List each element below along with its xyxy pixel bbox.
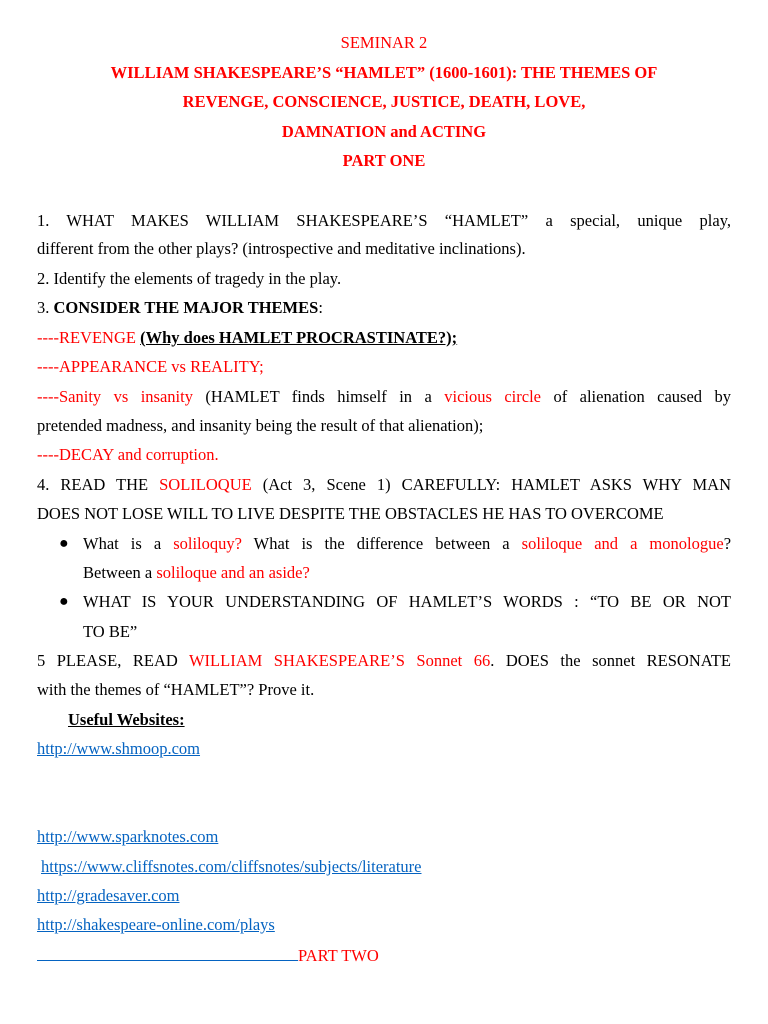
link-row-gradesaver [37, 886, 731, 906]
b1-line2-a: Between a [83, 563, 157, 582]
bullet-dot-1: ● [59, 535, 69, 552]
sonnet-66-label: WILLIAM SHAKESPEARE’S Sonnet 66 [188, 651, 491, 670]
b1-a: What is a [83, 534, 174, 553]
q5-rest: . DOES the sonnet RESONATE [490, 651, 731, 670]
bullet-2-line-2: TO BE” [83, 622, 138, 641]
title-line-2: REVENGE, CONSCIENCE, JUSTICE, DEATH, LOVE, [182, 92, 586, 111]
question-1-line-2: different from the other plays? (introspective and meditative inclinations). [37, 239, 526, 258]
title-line-3: DAMNATION and ACTING [281, 122, 487, 141]
bullet-1-line-2 [83, 563, 731, 583]
link-row-sparknotes [37, 827, 731, 847]
title-line-1: WILLIAM SHAKESPEARE’S “HAMLET” (1600-1601): THE THEMES OF [110, 63, 658, 82]
link-sparknotes[interactable]: http://www.sparknotes.com [37, 827, 219, 846]
part-two-heading: PART TWO [298, 946, 379, 965]
q3-colon: : [318, 298, 323, 317]
theme-appearance: ----APPEARANCE vs REALITY; [37, 357, 264, 376]
seminar-label: SEMINAR 2 [340, 33, 428, 52]
bullet-dot-2: ● [59, 593, 69, 610]
link-row-shakespeare-online [37, 915, 731, 935]
link-shmoop[interactable]: http://www.shmoop.com [37, 739, 201, 758]
q3-prefix: 3. [37, 298, 54, 317]
sanity-label: ----Sanity vs insanity [37, 387, 193, 406]
b1-e: ? [723, 534, 732, 553]
useful-websites-heading: Useful Websites: [68, 710, 185, 729]
theme-revenge [37, 328, 731, 348]
link-row-cliffsnotes [41, 857, 735, 877]
question-2: 2. Identify the elements of tragedy in the play. [37, 269, 342, 288]
theme-sanity-line-2: pretended madness, and insanity being the result of that alienation); [37, 416, 484, 435]
link-shakespeare-online[interactable]: http://shakespeare-online.com/plays [37, 915, 275, 934]
q4-start: 4. READ THE [37, 475, 160, 494]
b1-c: What is the difference between a [241, 534, 522, 553]
soliloque-label: SOLILOQUE [159, 475, 252, 494]
vicious-circle: vicious circle [444, 387, 541, 406]
link-gradesaver[interactable]: http://gradesaver.com [37, 886, 180, 905]
question-5-line-2: with the themes of “HAMLET”? Prove it. [37, 680, 315, 699]
question-1-line-1: 1. WHAT MAKES WILLIAM SHAKESPEARE’S “HAMLET” a special, unique play, [37, 211, 731, 230]
question-4-line-2: DOES NOT LOSE WILL TO LIVE DESPITE THE OBSTACLES HE HAS TO OVERCOME [37, 504, 664, 523]
theme-sanity-line-1 [37, 387, 731, 407]
q5-start: 5 PLEASE, READ [37, 651, 189, 670]
question-4-line-1 [37, 475, 731, 495]
revenge-note: (Why does HAMLET PROCRASTINATE?); [140, 328, 458, 347]
sanity-end: of alienation caused by [541, 387, 731, 406]
sanity-mid: (HAMLET finds himself in a [192, 387, 445, 406]
soliloquy-term: soliloquy? [173, 534, 242, 553]
q4-rest: (Act 3, Scene 1) CAREFULLY: HAMLET ASKS WHY MAN [251, 475, 731, 494]
revenge-label: ----REVENGE [37, 328, 141, 347]
question-5-line-1 [37, 651, 731, 671]
link-cliffsnotes[interactable]: https://www.cliffsnotes.com/cliffsnotes/subjects/literature [41, 857, 422, 876]
bullet-2-line-1: WHAT IS YOUR UNDERSTANDING OF HAMLET’S WORDS : “TO BE OR NOT [83, 592, 731, 611]
major-themes-label: CONSIDER THE MAJOR THEMES [53, 298, 319, 317]
soliloque-aside-term: soliloque and an aside? [156, 563, 310, 582]
soliloque-monologue-term: soliloque and a monologue [521, 534, 724, 553]
question-3-heading [37, 298, 731, 318]
part-two-line [37, 945, 731, 966]
theme-decay: ----DECAY and corruption. [37, 445, 219, 464]
bullet-1-line-1 [83, 534, 731, 554]
underline-rule [37, 945, 298, 961]
part-one-heading: PART ONE [342, 151, 426, 170]
link-row-shmoop [37, 739, 731, 759]
